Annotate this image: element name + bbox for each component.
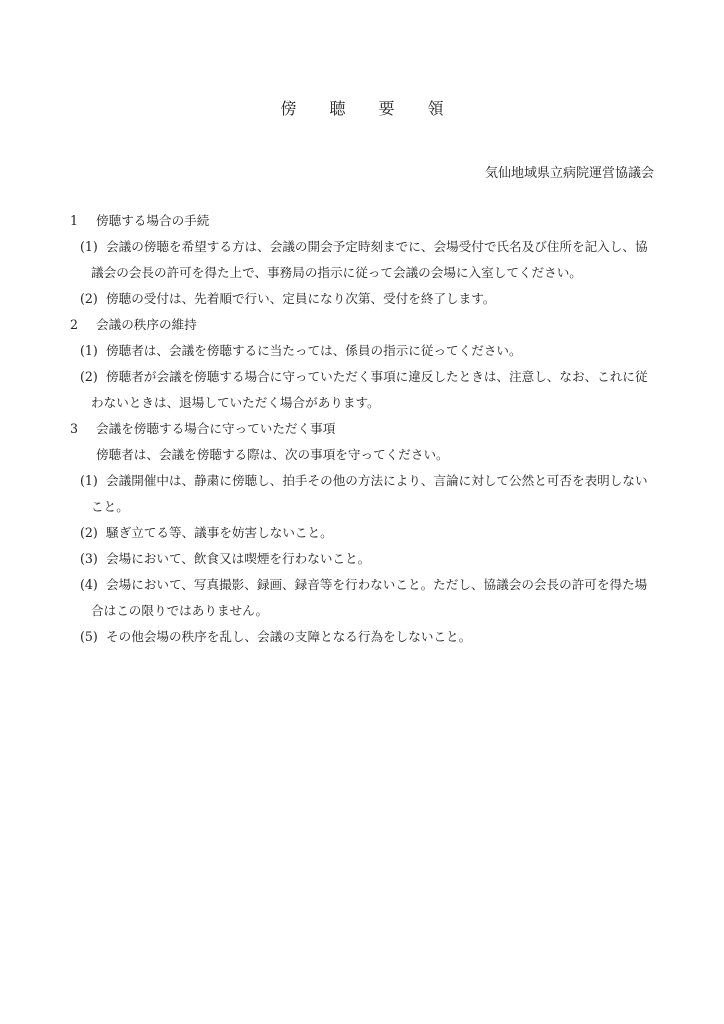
item-text: 傍聴者が会議を傍聴する場合に守っていただく事項に違反したときは、注意し、なお、これに従	[106, 369, 648, 384]
item-number: (2)	[80, 291, 98, 306]
item-text: わないときは、退場していただく場合があります。	[91, 395, 380, 410]
section-number: 3	[70, 421, 79, 436]
item-continuation	[70, 390, 660, 416]
item-text: その他会場の秩序を乱し、会議の支障となる行為をしないこと。	[106, 629, 472, 644]
item-text: こと。	[91, 499, 129, 514]
item-text: 会議開催中は、静粛に傍聴し、拍手その他の方法により、言論に対して公然と可否を表明しない	[106, 473, 648, 488]
document-title: 傍 聴 要 領	[280, 99, 458, 118]
section-intro	[70, 442, 660, 468]
section-title: 会議の秩序の維持	[96, 317, 197, 332]
section-number: 2	[70, 317, 79, 332]
item-number: (2)	[80, 525, 98, 540]
section-heading	[70, 312, 660, 338]
list-item	[70, 338, 660, 364]
item-text: 騒ぎ立てる等、議事を妨害しないこと。	[106, 525, 333, 540]
organization-name: 気仙地域県立病院運営協議会	[484, 166, 654, 181]
item-text: 会場において、飲食又は喫煙を行わないこと。	[106, 551, 371, 566]
list-item	[70, 286, 660, 312]
section-heading	[70, 416, 660, 442]
list-item	[70, 572, 660, 598]
item-number: (1)	[80, 343, 98, 358]
list-item	[70, 364, 660, 390]
section-title: 傍聴する場合の手続	[96, 213, 210, 228]
item-continuation	[70, 260, 660, 286]
item-continuation	[70, 494, 660, 520]
section-heading	[70, 208, 660, 234]
item-number: (5)	[80, 629, 98, 644]
list-item	[70, 520, 660, 546]
section-number: 1	[70, 213, 79, 228]
item-number: (2)	[80, 369, 98, 384]
item-number: (1)	[80, 473, 98, 488]
list-item	[70, 468, 660, 494]
item-text: 傍聴者は、会議を傍聴するに当たっては、係員の指示に従ってください。	[106, 343, 522, 358]
list-item	[70, 546, 660, 572]
item-continuation	[70, 598, 660, 624]
list-item	[70, 234, 660, 260]
item-text: 合はこの限りではありません。	[91, 603, 269, 618]
section-title: 会議を傍聴する場合に守っていただく事項	[96, 421, 336, 436]
item-text: 会場において、写真撮影、録画、録音等を行わないこと。ただし、協議会の会長の許可を得た場	[106, 577, 648, 592]
item-text: 傍聴の受付は、先着順で行い、定員になり次第、受付を終了します。	[106, 291, 496, 306]
item-text: 会議の傍聴を希望する方は、会議の開会予定時刻までに、会場受付で氏名及び住所を記入し、協	[106, 239, 648, 254]
intro-text: 傍聴者は、会議を傍聴する際は、次の事項を守ってください。	[96, 447, 449, 462]
document-body	[70, 208, 660, 650]
list-item	[70, 624, 660, 650]
item-number: (4)	[80, 577, 98, 592]
item-number: (1)	[80, 239, 98, 254]
item-text: 議会の会長の許可を得た上で、事務局の指示に従って会議の会場に入室してください。	[91, 265, 582, 280]
item-number: (3)	[80, 551, 98, 566]
